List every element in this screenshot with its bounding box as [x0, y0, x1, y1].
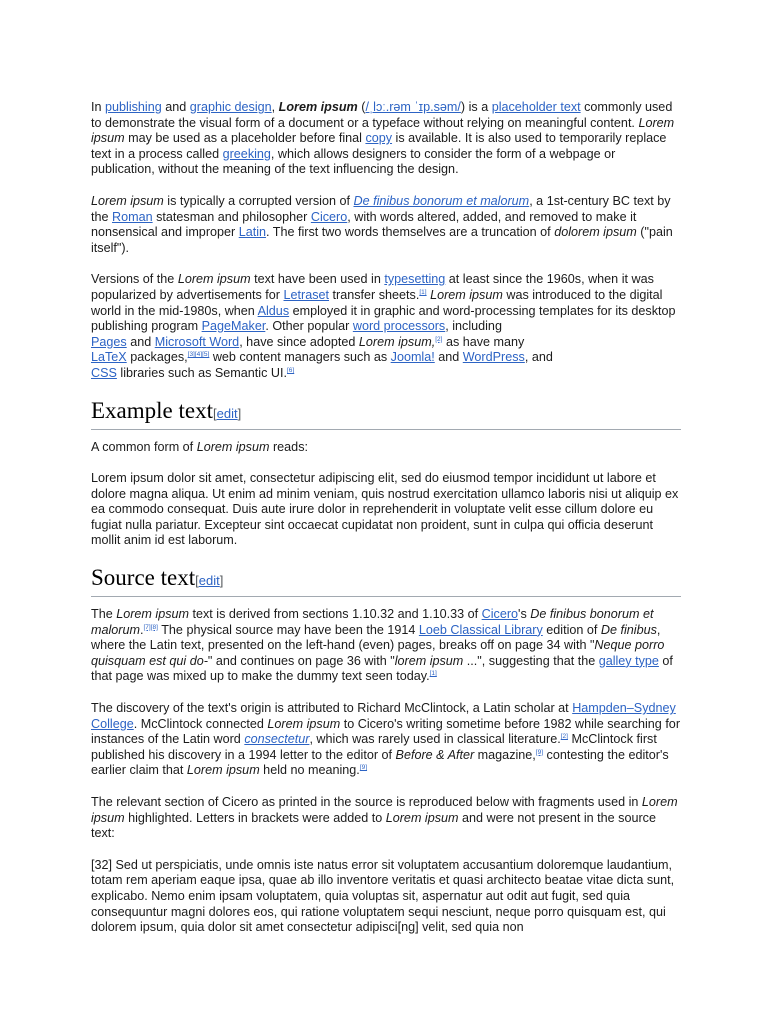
section-heading-example-text [91, 398, 681, 430]
text: to Cicero's writing sometime before 1982 while searching for instances of the Latin word [91, 716, 681, 747]
text: commonly used to demonstrate the visual form of a document or a typeface without relying on meaningful content. [91, 100, 673, 130]
text: . [140, 622, 144, 637]
text: . Other popular [265, 319, 353, 334]
italic-term: Lorem ipsum, [358, 334, 436, 349]
text: The relevant section of Cicero as printed in the source is reproduced below with fragments used in [91, 795, 642, 809]
italic-term: Lorem ipsum [267, 716, 341, 731]
italic-term: lorem ipsum [394, 653, 464, 668]
edit-link[interactable]: edit [198, 573, 220, 589]
text: was introduced to the digital world in the mid-1980s, when [91, 287, 663, 318]
text: The [91, 607, 117, 622]
link-pages[interactable]: Pages [91, 334, 127, 349]
text: McClintock first published his discovery in a 1994 letter to the editor of [91, 732, 657, 762]
bracket: [ [195, 573, 199, 589]
text: web content managers such as [209, 350, 391, 365]
italic-term: Lorem ipsum [91, 115, 675, 146]
citation-link[interactable]: [1] [429, 670, 437, 678]
citation-link[interactable]: [2] [560, 733, 568, 741]
link-consectetur[interactable]: consectetur [244, 732, 310, 747]
article-content [91, 100, 681, 952]
lorem-ipsum-bold-term: Lorem ipsum [278, 100, 358, 114]
text: , have since adopted [239, 334, 359, 349]
source-paragraph-3 [91, 795, 681, 842]
link-placeholder-text[interactable]: placeholder text [491, 100, 581, 114]
text: text is derived from sections 1.10.32 and 1.10.33 of [189, 607, 482, 622]
link-copy[interactable]: copy [365, 131, 393, 146]
italic-term: De finibus [600, 622, 657, 637]
text: ) is a [460, 100, 492, 114]
text: transfer sheets. [329, 287, 420, 302]
italic-term: Lorem ipsum [186, 763, 260, 778]
text: , with words altered, added, and removed to make it nonsensical and improper [91, 209, 637, 240]
text: held no meaning. [259, 763, 360, 778]
text: is typically a corrupted version of [163, 193, 354, 208]
link-letraset[interactable]: Letraset [283, 287, 330, 302]
text: 's [518, 607, 531, 622]
source-paragraph-2 [91, 701, 681, 779]
link-pronunciation[interactable]: /ˌlɔː.rəm ˈɪp.səm/ [365, 100, 461, 114]
link-latex[interactable]: LaTeX [91, 350, 127, 365]
text: , [271, 100, 279, 114]
text: ("pain itself"). [91, 225, 673, 255]
text: and [161, 100, 190, 114]
intro-paragraph-1 [91, 100, 681, 178]
text: may be used as a placeholder before final [124, 131, 366, 146]
text: The discovery of the text's origin is attributed to Richard McClintock, a Latin scholar at [91, 701, 573, 716]
text: In [91, 100, 106, 114]
text: contesting the editor's earlier claim that [91, 747, 669, 778]
text: and [126, 334, 155, 349]
intro-paragraph-2 [91, 194, 681, 256]
link-cicero[interactable]: Cicero [310, 209, 348, 224]
link-publishing[interactable]: publishing [105, 100, 162, 114]
italic-term: Before & After [395, 747, 475, 762]
link-microsoft-word[interactable]: Microsoft Word [154, 334, 240, 349]
link-galley-type[interactable]: galley type [598, 653, 659, 668]
text: libraries such as Semantic UI. [116, 365, 287, 380]
text: The physical source may have been the 1914 [157, 622, 419, 637]
intro-paragraph-3 [91, 272, 681, 381]
text: , a 1st-century BC text by the [91, 193, 671, 224]
text: , where the Latin text, presented on the left-hand (even) pages, breaks off on page 34 with " [91, 622, 661, 653]
citation-link[interactable]: [2] [435, 335, 443, 343]
text: employed it in graphic and word-processing templates for its desktop publishing program [91, 303, 676, 334]
example-intro-paragraph [91, 440, 681, 456]
link-pagemaker[interactable]: PageMaker [201, 319, 266, 334]
text: statesman and philosopher [152, 209, 311, 224]
text: and [434, 350, 463, 365]
link-de-finibus[interactable]: De finibus bonorum et malorum [353, 193, 530, 208]
citation-link[interactable]: [9] [359, 764, 368, 772]
heading-text: Example text [91, 397, 213, 423]
link-aldus[interactable]: Aldus [257, 303, 290, 318]
citation-link[interactable]: [9] [535, 748, 544, 756]
bracket: ] [219, 573, 224, 589]
text: , which was rarely used in classical literature. [309, 732, 561, 747]
link-roman[interactable]: Roman [112, 209, 153, 224]
link-wordpress[interactable]: WordPress [462, 350, 525, 365]
text: " and continues on page 36 with " [207, 653, 395, 668]
link-latin[interactable]: Latin [238, 225, 267, 240]
source-paragraph-1 [91, 607, 681, 685]
text: . The first two words themselves are a truncation of [266, 225, 555, 240]
text: , and [524, 350, 553, 365]
text: packages, [126, 350, 188, 365]
edit-link[interactable]: edit [216, 405, 238, 421]
text: of that page was mixed up to make the dummy text seen today. [91, 653, 673, 684]
link-word-processors[interactable]: word processors [352, 319, 446, 334]
italic-term: Neque porro quisquam est qui do- [91, 638, 665, 668]
citation-link[interactable]: [7][8] [143, 623, 158, 631]
link-greeking[interactable]: greeking [222, 146, 271, 161]
link-css[interactable]: CSS [91, 365, 117, 380]
italic-term: Lorem ipsum [91, 193, 164, 208]
text: , including [445, 319, 502, 334]
text: Versions of the [91, 272, 178, 287]
text: highlighted. Letters in brackets were added to [124, 810, 386, 825]
source-latin-quote: [32] Sed ut perspiciatis, unde omnis iste natus error sit voluptatem accusantium doloremque laudantium, totam rem aperiam eaque ipsa, quae ab illo inventore veritatis et quasi architecto beatae vitae dicta sunt, explicabo. Nemo enim ipsam voluptatem, quia voluptas sit, aspernatur aut odit aut fugit, sed quia consequuntur magni dolores eos, qui ratione voluptatem sequi nesciunt, neque porro quisquam est, qui dolorem ipsum, quia dolor sit amet consectetur adipisci[ng] velit, sed quia non [91, 857, 675, 935]
link-hampden-sydney-college[interactable]: Hampden–Sydney College [91, 701, 676, 731]
italic-term: Lorem ipsum [385, 810, 459, 825]
italic-term: dolorem ipsum [554, 225, 637, 240]
italic-term: Lorem ipsum [91, 795, 678, 825]
bracket: ] [237, 405, 242, 421]
text: . McClintock connected [133, 716, 268, 731]
text: ( [357, 100, 366, 114]
link-typesetting[interactable]: typesetting [384, 272, 446, 287]
text: as have many [442, 334, 525, 349]
citation-link[interactable]: [3][4][5] [187, 351, 210, 359]
text: magazine, [474, 747, 536, 762]
example-lorem-paragraph: Lorem ipsum dolor sit amet, consectetur adipiscing elit, sed do eiusmod tempor incididunt ut labore et dolore magna aliqua. Ut enim ad minim veniam, quis nostrud exercitation ullamco laboris nisi ut aliquip ex ea commodo consequat. Duis aute irure dolor in reprehenderit in voluptate velit esse cillum dolore eu fugiat nulla pariatur. Excepteur sint occaecat cupidatat non proident, sunt in culpa qui officia deserunt mollit anim id est laborum. [91, 471, 679, 548]
text: edition of [542, 622, 601, 637]
link-joomla[interactable]: Joomla! [390, 350, 435, 365]
text: reads: [269, 439, 308, 454]
link-graphic-design[interactable]: graphic design [189, 100, 272, 114]
text: and were not present in the source text: [91, 810, 656, 841]
text: is available. It is also used to temporarily replace text in a process called [91, 131, 667, 161]
italic-term: De finibus bonorum et malorum [91, 607, 654, 637]
italic-term: Lorem ipsum [196, 439, 270, 454]
link-cicero[interactable]: Cicero [481, 607, 519, 622]
italic-term: Lorem ipsum [177, 272, 251, 287]
italic-term: Lorem ipsum [116, 607, 189, 622]
link-loeb-classical-library[interactable]: Loeb Classical Library [418, 622, 543, 637]
section-heading-source-text [91, 565, 681, 597]
bracket: [ [213, 405, 217, 421]
text: text have been used in [250, 272, 385, 287]
heading-text: Source text [91, 565, 196, 591]
citation-link[interactable]: [1] [419, 288, 427, 296]
text: at least since the 1960s, when it was popularized by advertisements for [91, 272, 654, 302]
text: , which allows designers to consider the form of a webpage or publication, without the meaning of the text influencing the design. [91, 146, 616, 177]
text: ...", suggesting that the [463, 653, 599, 668]
citation-link[interactable]: [6] [286, 366, 295, 374]
italic-term: Lorem ipsum [430, 287, 503, 302]
text: A common form of [91, 439, 197, 454]
